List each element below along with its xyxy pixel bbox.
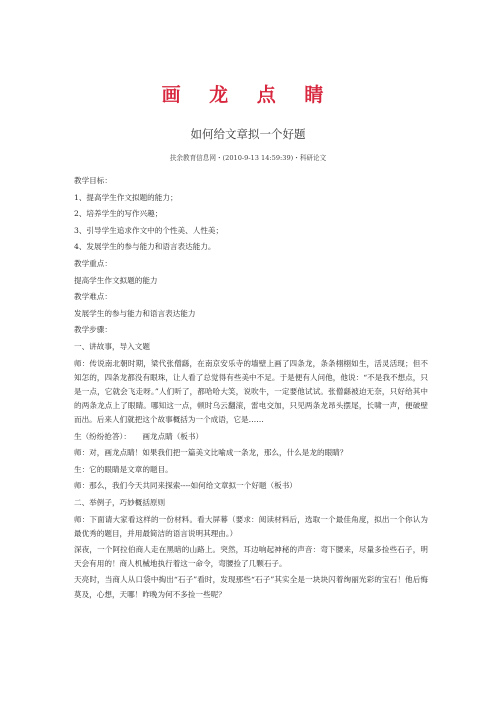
document-body — [74, 173, 428, 603]
paragraph: 2、培养学生的写作兴趣； — [74, 209, 163, 219]
paragraph: 生（纷纷抢答）： 画龙点睛（板书） — [74, 431, 204, 441]
paragraph: 教学重点： — [74, 258, 112, 268]
paragraph: 4、发展学生的参与能力和语言表达能力。 — [74, 242, 216, 252]
document-subtitle: 如何给文章拟一个好题 — [190, 127, 306, 141]
paragraph: 师：对，画龙点睛！如果我们把一篇美文比喻成一条龙，那么，什么是龙的眼睛？ — [74, 448, 348, 458]
paragraph: 教学目标： — [74, 176, 112, 185]
paragraph: 师：那么，我们今天共同来探索----如何给文章拟一个好题（板书） — [74, 481, 297, 491]
paragraph: 发展学生的参与能力和语言表达能力 — [74, 308, 196, 318]
document-meta: 扶余教育信息网・(2010-9-13 14:59:39)・科研论文 — [169, 154, 327, 162]
paragraph: 提高学生作文拟题的能力 — [74, 275, 158, 285]
paragraph: 深夜，一个阿拉伯商人走在黑暗的山路上。突然，耳边响起神秘的声音：弯下腰来，尽量多捡些石子，明天会有用的！商人机械地执行着这一命令，弯腰捡了几颗石子。 — [74, 544, 428, 569]
paragraph: 二、举例子，巧妙概括原则 — [74, 497, 166, 507]
paragraph: 师：传说南北朝时期，梁代张僧繇，在南京安乐寺的墙壁上画了四条龙，条条栩栩如生，活灵活现；但不知怎的，四条龙都没有眼珠，让人看了总觉得有些美中不足。于是便有人问他，他说：“不是我不想点，只是一点，它就会飞走呀。”人们听了，都哈哈大笑，说吹牛，一定要他试试。张僧繇被迫无奈，只好给其中的两条龙点上了眼睛。哪知这一点，顿时乌云翻滚，雷电交加，只见两条龙昂头摆尾，长啸一声，便破壁而出。后来人们就把这个故事概括为一个成语，它是…… — [74, 358, 428, 425]
paragraph: 3、引导学生追求作文中的个性美、人性美； — [74, 225, 224, 235]
paragraph: 一、讲故事，导入文题 — [74, 341, 150, 351]
paragraph: 天亮时，当商人从口袋中掏出“石子”看时，发现那些“石子”其实全是一块块闪着绚丽光彩的宝石！他后悔莫及，心想，天哪！昨晚为何不多捡一些呢？ — [74, 575, 428, 599]
document-title: 画 龙 点 睛 — [161, 84, 335, 106]
paragraph: 1、提高学生作文拟题的能力； — [74, 192, 178, 202]
paragraph: 教学难点： — [74, 292, 112, 302]
paragraph: 师：下面请大家看这样的一份材料。看大屏幕（要求：阅读材料后，选取一个最佳角度，拟出一个你认为最优秀的题目，并用最简洁的语言说明其理由。） — [74, 514, 428, 538]
paragraph: 生：它的眼睛是文章的题目。 — [74, 464, 173, 474]
paragraph: 教学步骤： — [74, 325, 112, 335]
